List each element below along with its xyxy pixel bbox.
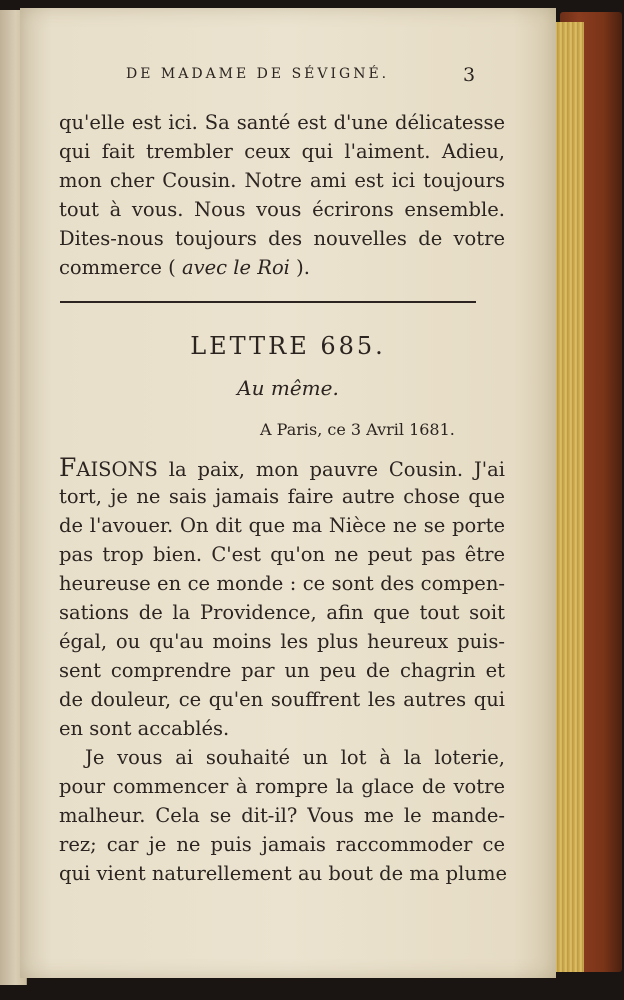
italic-aside: avec le Roi	[181, 256, 290, 279]
text-line: tout à vous. Nous vous écrirons ensemble.	[59, 198, 505, 221]
text-line-last: en sont accablés.	[59, 717, 230, 740]
text-line-first	[59, 453, 505, 482]
text-line: heureuse en ce monde : ce sont des compen-	[59, 572, 505, 595]
drop-cap: F	[59, 453, 77, 482]
text-line-last	[59, 253, 505, 282]
text-segment: AISONS la paix, mon pauvre Cousin. J'ai	[76, 458, 505, 481]
text-line: qui fait trembler ceux qui l'aiment. Adieu,	[59, 140, 505, 163]
running-head: DE MADAME DE SÉVIGNÉ.	[126, 66, 390, 82]
text-line: malheur. Cela se dit-il? Vous me le mande-	[59, 804, 505, 827]
text-line: qu'elle est ici. Sa santé est d'une délicatesse	[59, 111, 505, 134]
text-line: égal, ou qu'au moins les plus heureux puis-	[59, 630, 505, 653]
text-line: de l'avouer. On dit que ma Nièce ne se porte	[59, 514, 505, 537]
text-line: pas trop bien. C'est qu'on ne peut pas être	[59, 543, 505, 566]
text-line: rez; car je ne puis jamais raccommoder ce	[59, 833, 505, 856]
text-segment: commerce (	[59, 256, 182, 279]
section-divider	[60, 301, 476, 303]
letter-date: A Paris, ce 3 Avril 1681.	[260, 420, 455, 439]
text-line: sations de la Providence, afin que tout soit	[59, 601, 505, 624]
text-line: pour commencer à rompre la glace de votre	[59, 775, 505, 798]
book-page	[20, 8, 556, 978]
paragraph-2	[59, 743, 505, 888]
paragraph-1	[59, 453, 505, 743]
text-line: tort, je ne sais jamais faire autre chose que	[59, 485, 505, 508]
text-line: mon cher Cousin. Notre ami est ici toujours	[59, 169, 505, 192]
gilt-page-edges	[552, 22, 584, 972]
text-line-first: Je vous ai souhaité un lot à la loterie,	[85, 746, 505, 769]
text-line: Dites-nous toujours des nouvelles de votre	[59, 227, 505, 250]
text-line: de douleur, ce qu'en souffrent les autres qui	[59, 688, 505, 711]
text-segment: ).	[289, 256, 310, 279]
previous-letter-ending	[59, 108, 505, 282]
text-line: qui vient naturellement au bout de ma plume	[59, 862, 507, 885]
letter-recipient: Au même.	[237, 376, 339, 400]
text-line: sent comprendre par un peu de chagrin et	[59, 659, 505, 682]
page-number: 3	[463, 64, 476, 86]
letter-title: LETTRE 685.	[190, 332, 386, 360]
